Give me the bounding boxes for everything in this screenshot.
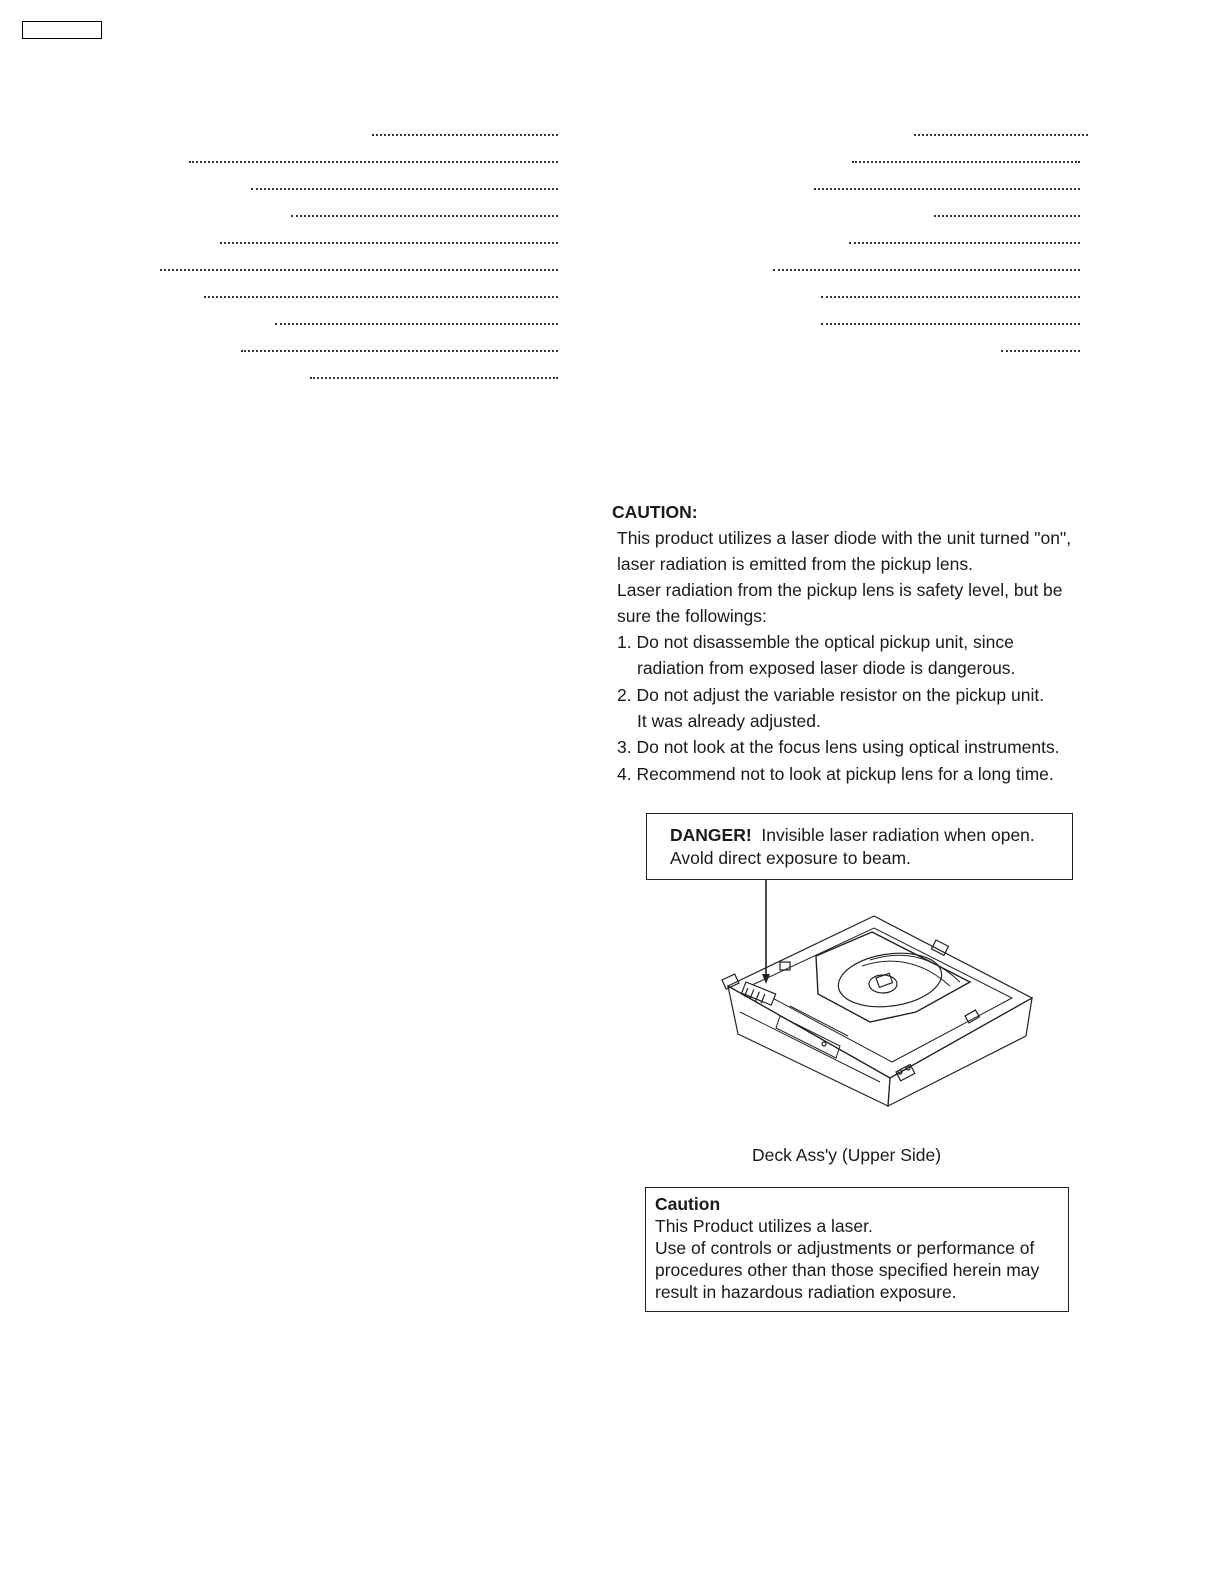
toc-leader: [821, 323, 1080, 325]
toc-leader: [814, 188, 1080, 190]
toc-leader: [773, 269, 1080, 271]
deck-assembly-illustration: [720, 878, 1040, 1110]
toc-leader: [189, 161, 558, 163]
toc-leader: [934, 215, 1080, 217]
danger-label-line1: [670, 825, 1035, 846]
toc-leader: [241, 350, 558, 352]
toc-leader: [821, 296, 1080, 298]
toc-leader: [372, 134, 558, 136]
toc-leader: [220, 242, 558, 244]
toc-leader: [914, 134, 1088, 136]
caution-notice-line: procedures other than those specified herein may: [655, 1260, 1040, 1280]
deck-caption: Deck Ass'y (Upper Side): [752, 1145, 942, 1165]
caution-text-line: Laser radiation from the pickup lens is safety level, but be: [617, 580, 1063, 600]
toc-leader: [1001, 350, 1080, 352]
caution-list-item: 1. Do not disassemble the optical pickup unit, since: [617, 632, 1014, 652]
toc-leader: [204, 296, 558, 298]
danger-label-box: [646, 813, 1073, 880]
toc-leader: [852, 161, 1080, 163]
danger-label-text: Invisible laser radiation when open.: [761, 825, 1035, 845]
caution-notice-line: result in hazardous radiation exposure.: [655, 1282, 957, 1302]
toc-leader: [310, 377, 558, 379]
caution-list-item: 3. Do not look at the focus lens using optical instruments.: [617, 737, 1060, 757]
caution-text-line: sure the followings:: [617, 606, 767, 626]
header-label-box: [22, 21, 102, 39]
caution-notice-line: Use of controls or adjustments or performance of: [655, 1238, 1035, 1258]
caution-text-line: laser radiation is emitted from the pickup lens.: [617, 554, 973, 574]
caution-heading: CAUTION:: [612, 502, 698, 522]
caution-list-item: 2. Do not adjust the variable resistor on the pickup unit.: [617, 685, 1045, 705]
danger-label-bold: DANGER!: [670, 825, 752, 845]
caution-list-item-cont: It was already adjusted.: [637, 711, 821, 731]
toc-leader: [275, 323, 558, 325]
caution-notice-line: This Product utilizes a laser.: [655, 1216, 873, 1236]
caution-text-line: This product utilizes a laser diode with the unit turned "on",: [617, 528, 1072, 548]
caution-notice-title: Caution: [655, 1194, 721, 1214]
toc-leader: [849, 242, 1080, 244]
caution-list-item-cont: radiation from exposed laser diode is dangerous.: [637, 658, 1016, 678]
danger-label-line2: Avold direct exposure to beam.: [670, 848, 911, 868]
toc-leader: [291, 215, 558, 217]
caution-notice-box: [645, 1187, 1069, 1312]
toc-leader: [160, 269, 558, 271]
caution-list-item: 4. Recommend not to look at pickup lens for a long time.: [617, 764, 1054, 784]
toc-leader: [251, 188, 558, 190]
deck-side-face: [888, 998, 1032, 1106]
